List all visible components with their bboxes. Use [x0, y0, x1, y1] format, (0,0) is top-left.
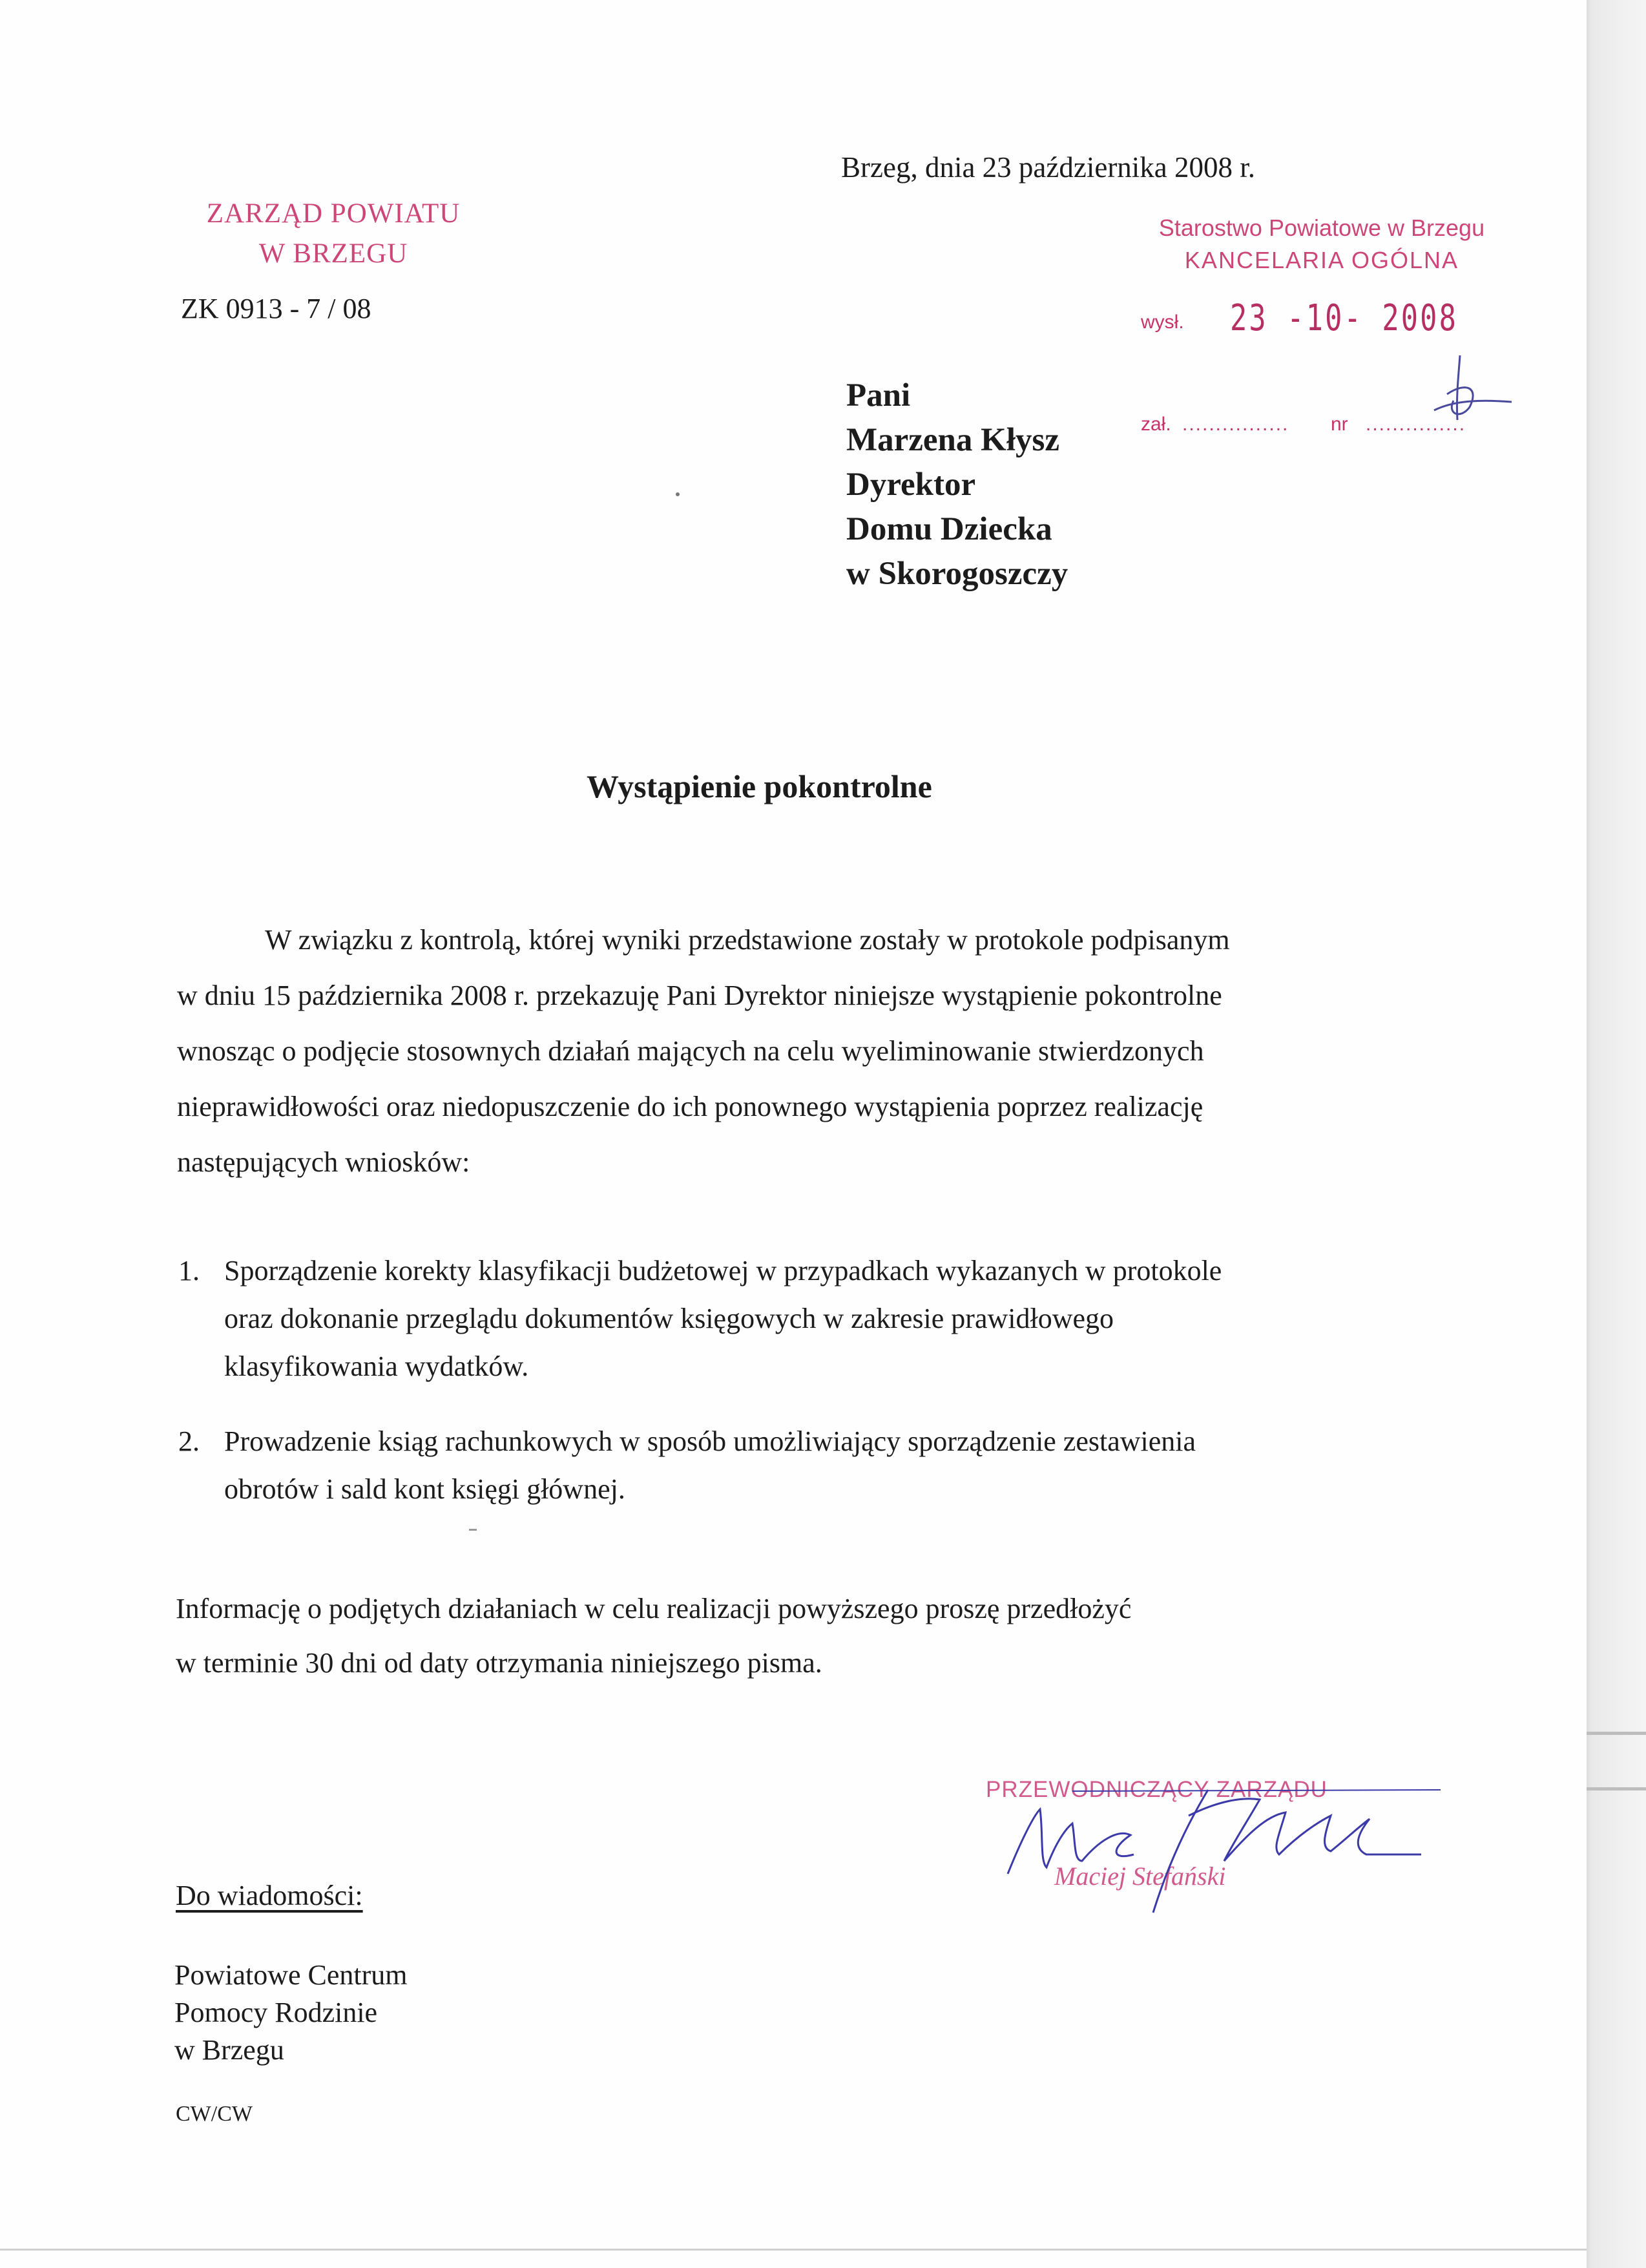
issuer-stamp-line2: W BRZEGU: [258, 238, 408, 269]
author-initials: CW/CW: [176, 2102, 253, 2126]
intro-line: następujących wniosków:: [177, 1146, 470, 1178]
attachments-label: zał.: [1141, 414, 1171, 435]
intro-line: W związku z kontrolą, której wyniki przedstawione zostały w protokole podpisanym: [265, 924, 1230, 956]
number-label: nr: [1331, 414, 1348, 435]
place-date: Brzeg, dnia 23 października 2008 r.: [841, 151, 1256, 184]
sent-label: wysł.: [1141, 311, 1184, 333]
intro-line: w dniu 15 października 2008 r. przekazuję Pani Dyrektor niniejsze wystąpienie pokontrolne: [177, 980, 1222, 1011]
request-number: 2.: [178, 1425, 200, 1457]
recipient-line: Dyrektor: [846, 467, 976, 503]
cc-line: w Brzegu: [174, 2034, 284, 2066]
intro-line: wnosząc o podjęcie stosownych działań mających na celu wyeliminowanie stwierdzonych: [177, 1035, 1204, 1067]
cc-recipient: [174, 1957, 408, 2069]
request-line: klasyfikowania wydatków.: [224, 1350, 529, 1382]
cc-heading: Do wiadomości:: [176, 1880, 363, 1911]
scan-edge: [1587, 0, 1646, 2268]
issuer-stamp-line1: ZARZĄD POWIATU: [206, 198, 461, 229]
registry-initial-mark: [1408, 349, 1525, 439]
scan-edge-line: [1587, 1787, 1646, 1790]
closing-paragraph: [176, 1582, 1131, 1690]
issuer-stamp: [191, 194, 475, 274]
number-dots: ...............: [1366, 414, 1466, 435]
handwritten-signature: [995, 1764, 1447, 1919]
sent-date: 23 -10- 2008: [1230, 297, 1459, 339]
registry-stamp-line2: KANCELARIA OGÓLNA: [1184, 247, 1459, 273]
request-line: oraz dokonanie przeglądu dokumentów księgowych w zakresie prawidłowego: [224, 1303, 1114, 1334]
closing-line: w terminie 30 dni od daty otrzymania niniejszego pisma.: [176, 1647, 822, 1679]
attachments-dots: ................: [1182, 414, 1289, 435]
request-line: Prowadzenie ksiąg rachunkowych w sposób umożliwiający sporządzenie zestawienia: [224, 1425, 1196, 1457]
recipient-line: Domu Dziecka: [846, 511, 1052, 547]
intro-line: nieprawidłowości oraz niedopuszczenie do ich ponownego wystąpienia poprzez realizację: [177, 1091, 1203, 1122]
request-item: [178, 1247, 1406, 1402]
document-title: Wystąpienie pokontrolne: [587, 768, 932, 804]
signature-stamp-title: PRZEWODNICZĄCY ZARZĄDU: [986, 1777, 1328, 1802]
request-number: 1.: [178, 1255, 200, 1286]
cc-line: Pomocy Rodzinie: [174, 1997, 378, 2028]
scan-bottom-line: [0, 2249, 1587, 2251]
cc-line: Powiatowe Centrum: [174, 1959, 408, 1991]
closing-line: Informację o podjętych działaniach w celu realizacji powyższego proszę przedłożyć: [176, 1593, 1132, 1624]
intro-paragraph: [177, 912, 1230, 1190]
recipient-block: [846, 373, 1068, 596]
reference-number: ZK 0913 - 7 / 08: [181, 293, 371, 324]
recipient-line: w Skorogoszczy: [846, 556, 1068, 592]
request-item: [178, 1418, 1406, 1528]
scan-speck: [676, 492, 680, 496]
scan-edge-line: [1587, 1732, 1646, 1735]
request-line: obrotów i sald kont księgi głównej.: [224, 1473, 625, 1505]
scan-speck: [469, 1529, 477, 1531]
signatory-name: Maciej Stefański: [1054, 1862, 1226, 1891]
request-line: Sporządzenie korekty klasyfikacji budżetowej w przypadkach wykazanych w protokole: [224, 1255, 1222, 1286]
recipient-line: Pani: [846, 377, 911, 414]
registry-stamp: [1141, 212, 1503, 277]
registry-stamp-line1: Starostwo Powiatowe w Brzegu: [1158, 215, 1485, 241]
recipient-line: Marzena Kłysz: [846, 422, 1059, 458]
